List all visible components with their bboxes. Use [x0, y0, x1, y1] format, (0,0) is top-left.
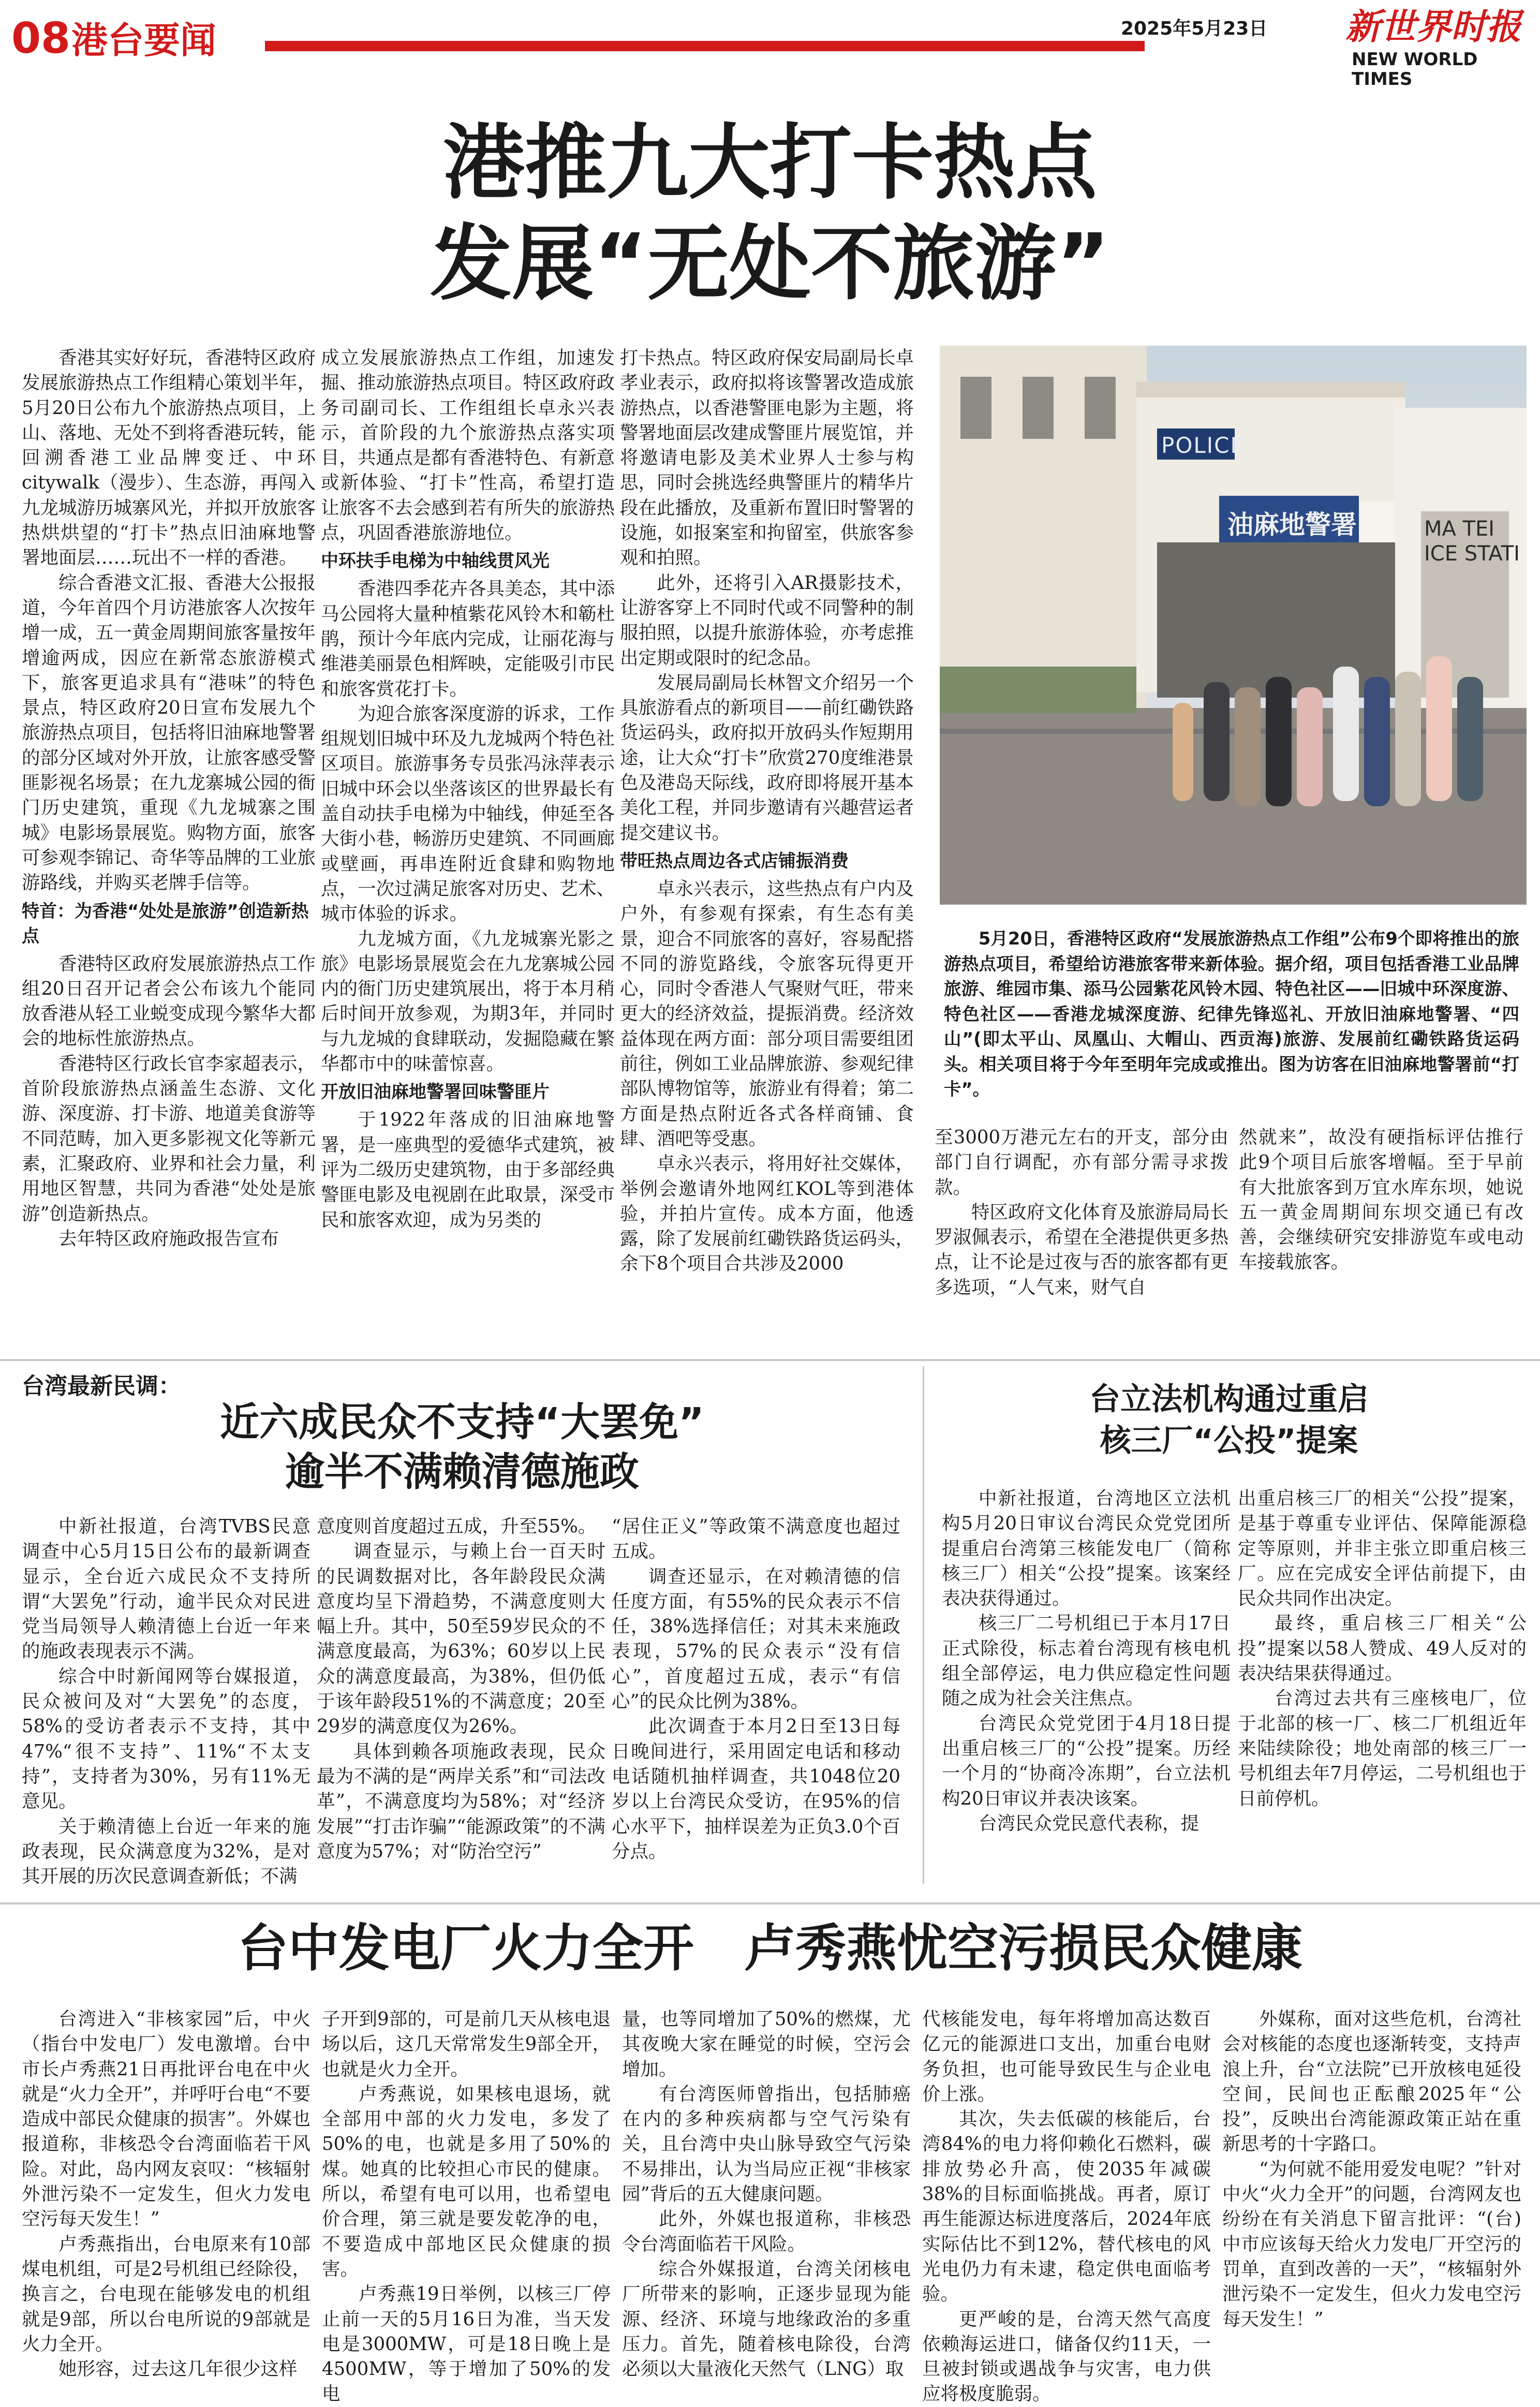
a4-column-2: [322, 2007, 611, 2405]
paragraph: 台湾民众党党团于4月18日提出重启核三厂的“公投”提案。历经一个月的“协商冷冻期”，台立法机构20日审议并表决该案。: [942, 1712, 1231, 1809]
a4-headline: 台中发电厂火力全开 卢秀燕忧空污损民众健康: [237, 1919, 1302, 1978]
paragraph: 具体到赖各项施政表现，民众最为不满的是“两岸关系”和“司法改革”，不满意度均为58%；对“经济发展”“打击诈骗”“能源政策”的不满意度为57%；对“防治空污”: [317, 1740, 605, 1862]
paragraph: 代核能发电，每年将增加高达数百亿元的能源进口支出，加重台电财务负担，也可能导致民生与企业电价上涨。: [922, 2009, 1211, 2105]
photo-caption: 5月20日，香港特区政府“发展旅游热点工作组”公布9个即将推出的旅游热点项目，希望给访港旅客带来新体验。据介绍，项目包括香港工业品牌旅游、维园市集、添马公园紫花风铃木园、特色社区——旧城中环深度游、特色社区——香港龙城深度游、纪律先锋巡礼、开放旧油麻地警署、“四山”(即太平山、凤凰山、大帽山、西贡海)旅游、发展前红磡铁路货运码头。相关项目将于今年至明年完成或推出。图为访客在旧油麻地警署前“打卡”。: [944, 928, 1519, 1099]
a3-headline-line2: 核三厂“公投”提案: [1100, 1423, 1358, 1459]
paragraph: 有台湾医师曾指出，包括肺癌在内的多种疾病都与空气污染有关，且台湾中央山脉导致空气污染不易排出，认为当局应正视“非核家园”背后的五大健康问题。: [622, 2083, 911, 2205]
paragraph: 综合外媒报道，台湾关闭核电厂所带来的影响，正逐步显现为能源、经济、环境与地缘政治的多重压力。首先，随着核电除役，台湾必须以大量液化天然气（LNG）取: [622, 2258, 911, 2380]
divider: [0, 1902, 1540, 1904]
paragraph: 此外，还将引入AR摄影技术，让游客穿上不同时代或不同警种的制服拍照，以提升旅游体验，亦考虑推出定期或限时的纪念品。: [620, 572, 914, 669]
a4-column-3: [622, 2007, 911, 2380]
paragraph: 此次调查于本月2日至13日每日晚间进行，采用固定电话和移动电话随机抽样调查，共1048位20岁以上台湾民众受访，在95%的信心水平下，抽样误差为正负3.0个百分点。: [612, 1716, 900, 1862]
paragraph: 其次，失去低碳的核能后，台湾84%的电力将仰赖化石燃料，碳排放势必升高，使2035年减碳38%的目标面临挑战。再者，原订再生能源达标进度落后，2024年底实际估比不到12%，替代核电的风光电仍力有未逮，稳定供电面临考验。: [922, 2108, 1211, 2305]
a2-headline: [22, 1397, 902, 1497]
a2-kicker: 台湾最新民调：: [22, 1373, 181, 1399]
paragraph: 调查显示，与赖上台一百天时的民调数据对比，各年龄段民众满意度均呈下滑趋势，不满意度则大幅上升。其中，50至59岁民众的不满意度最高，为63%；60岁以上民众的满意度最高，为38%，但仍低于该年龄段51%的不满意度；20至29岁的满意度仅为26%。: [317, 1541, 605, 1737]
paragraph: 卢秀燕说，如果核电退场，就全部用中部的火力发电，多发了50%的电，也就是多用了50%的煤。她真的比较担心市民的健康。所以，希望有电可以用，也希望电价合理，第三就是要发乾净的电，不要造成中部地区民众健康的损害。: [322, 2083, 611, 2280]
paragraph: 发展局副局长林智文介绍另一个具旅游看点的新项目——前红磡铁路货运码头，政府拟开放码头作短期用途，让大众“打卡”欣赏270度维港景色及港岛天际线，政府即将展开基本美化工程，并同步邀请有兴趣营运者提交建议书。: [620, 672, 914, 844]
paragraph: 成立发展旅游热点工作组，加速发掘、推动旅游热点项目。特区政府政务司副司长、工作组组长卓永兴表示，首阶段的九个旅游热点落实项目，共通点是都有香港特色、有新意或新体验、“打卡”性高，希望打造让旅客不去会感到若有所失的旅游热点，巩固香港旅游地位。: [321, 347, 615, 544]
paragraph: 出重启核三厂的相关“公投”提案，是基于尊重专业评估、保障能源稳定等原则，并非主张立即重启核三厂。应在完成安全评估前提下，由民众共同作出决定。: [1238, 1488, 1527, 1609]
paragraph: 卓永兴表示，这些热点有户内及户外，有参观有探索，有生态有美景，迎合不同旅客的喜好，容易配搭不同的游览路线，令旅客玩得更开心，同时令香港人气聚财气旺，带来更大的经济效益，提振消费。经济效益体现在两方面：部分项目需要组团前往，例如工业品牌旅游、参观纪律部队博物馆等，旅游业有得着；第二方面是热点附近各式各样商铺、食肆、酒吧等受惠。: [620, 878, 914, 1149]
paragraph: 此外，外媒也报道称，非核恐令台湾面临若干风险。: [622, 2208, 911, 2255]
a1-column-4: [935, 1125, 1228, 1353]
paragraph: 台湾过去共有三座核电厂，位于北部的核一厂、核二厂机组近年来陆续除役；地处南部的核三厂一号机组去年7月停运，二号机组也于日前停机。: [1238, 1688, 1527, 1809]
paragraph: 香港四季花卉各具美态，其中添马公园将大量种植紫花风铃木和簕杜鹃，预计今年底内完成，让丽花海与维港美丽景色相辉映，定能吸引市民和旅客赏花打卡。: [321, 578, 615, 700]
a2-headline-line1: 近六成民众不支持“大罢免”: [220, 1399, 704, 1445]
issue-date: 2025年5月23日: [1121, 18, 1268, 39]
a3-column-1: [942, 1486, 1231, 1890]
header-rule: [265, 41, 1145, 51]
subheading: 带旺热点周边各式店铺振消费: [620, 850, 849, 872]
paragraph: 综合中时新闻网等台媒报道，民众被问及对“大罢免”的态度，58%的受访者表示不支持，其中47%“很不支持”、11%“不太支持”，支持者为30%，另有11%无意见。: [22, 1665, 310, 1812]
paragraph: 调查还显示，在对赖清德的信任度方面，有55%的民众表示不信任，38%选择信任；对其未来施政表现，57%的民众表示“没有信心”，首度超过五成，表示“有信心”的民众比例为38%。: [612, 1566, 900, 1712]
divider: [0, 1359, 1540, 1361]
paragraph: 香港特区政府发展旅游热点工作组20日召开记者会公布该九个能同放香港从轻工业蜕变成现今繁华大都会的地标性旅游热点。: [22, 953, 316, 1050]
paragraph: 特区政府文化体育及旅游局局长罗淑佩表示，希望在全港提供更多热点，让不论是过夜与否的旅客都有更多选项，“人气来，财气自: [935, 1201, 1229, 1298]
a1-column-5: [1239, 1125, 1523, 1353]
subheading: 中环扶手电梯为中轴线贯风光: [321, 551, 550, 572]
paragraph: 然就来”，故没有硬指标评估推行此9个项目后旅客增幅。至于早前有大批旅客到万宜水库东坝，她说五一黄金周期间东坝交通已有改善，会继续研究安排游览车或电动车接载旅客。: [1239, 1127, 1523, 1273]
a3-headline-line1: 台立法机构通过重启: [1089, 1381, 1369, 1417]
paragraph: 香港特区行政长官李家超表示，首阶段旅游热点涵盖生态游、文化游、深度游、打卡游、地道美食游等不同范畴，加入更多影视文化等新元素，汇聚政府、业界和社会力量，利用地区智慧，共同为香港“处处是旅游”创造新热点。: [22, 1053, 316, 1224]
a4-column-1: [22, 2007, 310, 2380]
paragraph: 台湾进入“非核家园”后，中火（指台中发电厂）发电激增。台中市长卢秀燕21日再批评台电在中火就是“火力全开”，并呼吁台电“不要造成中部民众健康的损害”。外媒也报道称，非核恐令台湾面临若干风险。对此，岛内网友哀叹：“核辐射外泄污染不一定发生，但火力发电空污每天发生！”: [22, 2009, 310, 2230]
paragraph: 香港其实好好玩，香港特区政府发展旅游热点工作组精心策划半年，5月20日公布九个旅游热点项目，上山、落地、无处不到将香港玩转，能回溯香港工业品牌变迁、中环citywalk（漫步）、生态游，再闯入九龙城游历城寨风光，并拟开放旅客热烘烘望的“打卡”热点旧油麻地警署地面层……玩出不一样的香港。: [22, 347, 316, 569]
section-name: 港台要闻: [71, 19, 216, 62]
a4-column-4: [922, 2007, 1211, 2405]
subheading: 特首：为香港“处处是旅游”创造新热点: [22, 900, 309, 947]
station-sign-en: MA TEI ICE STATI: [1424, 517, 1520, 566]
paragraph: 打卡热点。特区政府保安局副局长卓孝业表示，政府拟将该警署改造成旅游热点，以香港警匪电影为主题，将警署地面层改建成警匪片展览馆，并将邀请电影及美术业界人士参与构思，同时会挑选经典警匪片的精华片段在此播放，及重新布置旧时警署的设施，如报案室和拘留室，供旅客参观和拍照。: [620, 347, 914, 569]
paragraph: 为迎合旅客深度游的诉求，工作组规划旧城中环及九龙城两个特色社区项目。旅游事务专员张冯泳萍表示旧城中环会以坐落该区的世界最长有盖自动扶手电梯为中轴线，伸延至各大街小巷，畅游历史建筑、不同画廊或壁画，再串连附近食肆和购物地点，一次过满足旅客对历史、艺术、城市体验的诉求。: [321, 703, 615, 925]
paragraph: 至3000万港元左右的开支，部分由部门自行调配，亦有部分需寻求拨款。: [935, 1127, 1228, 1198]
a2-column-3: [612, 1514, 900, 1892]
paragraph: 于1922年落成的旧油麻地警署，是一座典型的爱德华式建筑，被评为二级历史建筑物，由于多部经典警匪电影及电视剧在此取景，深受市民和旅客欢迎，成为另类的: [321, 1109, 615, 1231]
paragraph: 核三厂二号机组已于本月17日正式除役，标志着台湾现有核电机组全部停运，电力供应稳定性问题随之成为社会关注焦点。: [942, 1613, 1231, 1709]
a2-headline-line2: 逾半不满赖清德施政: [285, 1449, 639, 1495]
paragraph: 子开到9部的，可是前几天从核电退场以后，这几天常常发生9部全开，也就是火力全开。: [322, 2009, 611, 2080]
a1-column-1: [22, 346, 316, 1352]
paragraph: “居住正义”等政策不满意度也超过五成。: [612, 1516, 900, 1562]
paragraph: 中新社报道，台湾TVBS民意调查中心5月15日公布的最新调查显示，全台近六成民众不支持所谓“大罢免”行动，逾半民众对民进党当局领导人赖清德上台近一年来的施政表现表示不满。: [22, 1516, 310, 1662]
paragraph: 综合香港文汇报、香港大公报报道，今年首四个月访港旅客人次按年增一成，五一黄金周期间旅客量按年增逾两成，因应在新常态旅游模式下，旅客更追求具有“港味”的特色景点，特区政府20日宣布发展九个旅游热点项目，包括将旧油麻地警署的部分区域对外开放，让旅客感受警匪影视名场景；在九龙寨城公园的衙门历史建筑，重现《九龙城寨之围城》电影场景展览。购物方面，旅客可参观李锦记、奇华等品牌的工业旅游路线，并购买老牌手信等。: [22, 572, 316, 894]
paragraph: 中新社报道，台湾地区立法机构5月20日审议台湾民众党党团所提重启台湾第三核能发电厂（简称核三厂）相关“公投”提案。该案经表决获得通过。: [942, 1488, 1231, 1609]
paragraph: 关于赖清德上台近一年来的施政表现，民众满意度为32%，是对其开展的历次民意调查新低；不满: [22, 1815, 310, 1887]
photo-illustration: [940, 346, 1527, 905]
masthead-en: NEW WORLD TIMES: [1352, 49, 1478, 90]
paragraph: 卢秀燕19日举例，以核三厂停止前一天的5月16日为准，当天发电是3000MW，可是18日晚上是4500MW，等于增加了50%的发电: [322, 2283, 611, 2405]
paragraph: 九龙城方面，《九龙城寨光影之旅》电影场景展览会在九龙寨城公园内的衙门历史建筑展出，将于本月稍后时间开放参观，为期3年，并同时与九龙城的食肆联动，发掘隐藏在繁华都市中的味蕾惊喜。: [321, 928, 615, 1075]
photo-old-yau-ma-tei-police-station: [940, 346, 1527, 905]
paragraph: 去年特区政府施政报告宣布: [58, 1228, 279, 1249]
a2-column-1: [22, 1514, 310, 1892]
subheading: 开放旧油麻地警署回味警匪片: [321, 1082, 550, 1103]
page-number: 08: [11, 14, 71, 63]
a1-column-2: [321, 346, 615, 1352]
paragraph: 台湾民众党民意代表称，提: [979, 1812, 1200, 1834]
a3-headline: [931, 1379, 1527, 1461]
page-header: [0, 0, 1540, 90]
paragraph: “为何就不能用爱发电呢？”针对中火“火力全开”的问题，台湾网友也纷纷在有关消息下留言批评：“(台)中市应该每天给火力发电厂开空污的罚单，直到改善的一天”，“核辐射外泄污染不一定发生，但火力发电空污每天发生！”: [1222, 2158, 1521, 2330]
paragraph: 她形容，过去这几年很少这样: [58, 2358, 298, 2380]
a1-column-3: [620, 346, 914, 1352]
paragraph: 卢秀燕指出，台电原来有10部煤电机组，可是2号机组已经除役，换言之，台电现在能够发电的机组就是9部，所以台电所说的9部就是火力全开。: [22, 2233, 310, 2355]
paragraph: 更严峻的是，台湾天然气高度依赖海运进口，储备仅约11天，一旦被封锁或遇战争与灾害，电力供应将极度脆弱。: [922, 2308, 1211, 2405]
a1-headline-line1: 港推九大打卡热点: [443, 115, 1097, 211]
paragraph: 量，也等同增加了50%的燃煤，尤其夜晚大家在睡觉的时候，空污会增加。: [622, 2009, 911, 2080]
a3-column-2: [1238, 1486, 1527, 1890]
paragraph: 最终，重启核三厂相关“公投”提案以58人赞成、49人反对的表决结果获得通过。: [1238, 1613, 1527, 1685]
paragraph: 意度则首度超过五成，升至55%。: [317, 1516, 597, 1537]
police-sign: POLICE: [1161, 433, 1246, 458]
station-sign-cn: 油麻地警署: [1227, 509, 1357, 540]
masthead-cn: 新世界时报: [1345, 6, 1522, 48]
paragraph: 卓永兴表示，将用好社交媒体，举例会邀请外地网红KOL等到港体验，并拍片宣传。成本方面，他透露，除了发展前红磡铁路货运码头，余下8个项目合共涉及2000: [620, 1153, 914, 1275]
divider: [923, 1366, 924, 1884]
a1-headline-line2: 发展“无处不旅游”: [430, 216, 1110, 312]
paragraph: 外媒称，面对这些危机，台湾社会对核能的态度也逐渐转变，支持声浪上升，台“立法院”已开放核电延役空间，民间也正酝酿2025年“公投”，反映出台湾能源政策正站在重新思考的十字路口。: [1222, 2009, 1521, 2155]
a2-column-2: [317, 1514, 605, 1892]
a1-headline: [0, 113, 1540, 315]
a4-column-5: [1222, 2007, 1521, 2369]
